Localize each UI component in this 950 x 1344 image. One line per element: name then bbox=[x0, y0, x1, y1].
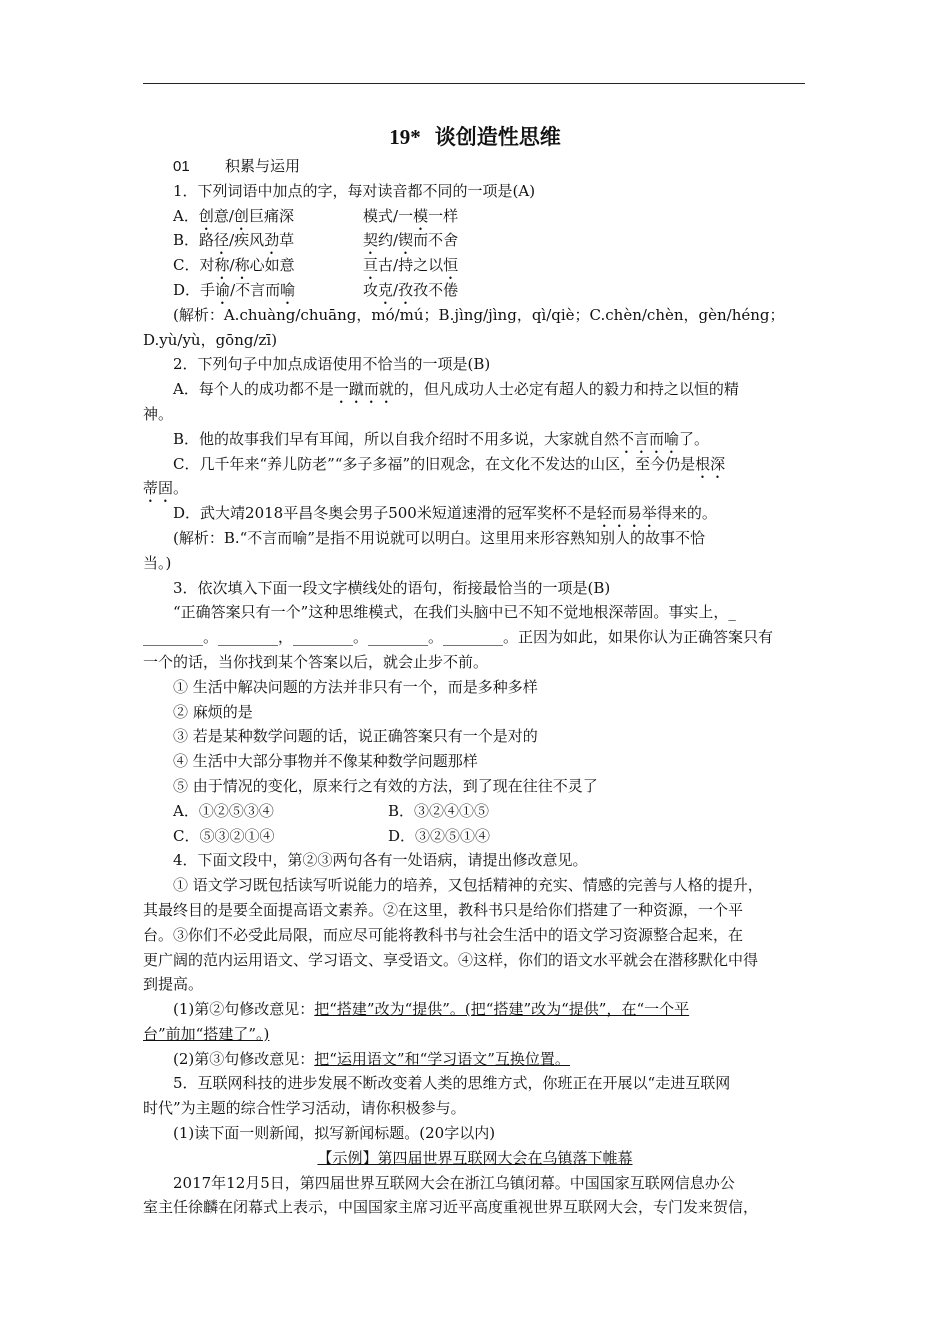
q3-item-4: ④ 生活中大部分事物并不像某种数学问题那样 bbox=[173, 752, 478, 771]
q5-stem-line1: 5．互联网科技的进步发展不断改变着人类的思维方式，你班正在开展以“走进互联网 bbox=[173, 1074, 731, 1093]
q3-options-row2 bbox=[143, 824, 807, 849]
q3-passage-line3: 一个的话，当你找到某个答案以后，就会止步不前。 bbox=[143, 652, 489, 671]
q3-option-a: A．①②⑤③④ bbox=[173, 801, 274, 820]
q1-options bbox=[143, 204, 807, 303]
q2-option-b: B．他的故事我们早有耳闻，所以自我介绍时不用多说，大家就自然不言而喻了。 bbox=[173, 429, 710, 448]
q1-option-c: C．对称/称心如意 亘古/持之以恒 bbox=[173, 256, 459, 275]
q2-option-c-cont: 蒂固。 bbox=[143, 479, 189, 498]
q3-option-d: D．③②⑤①④ bbox=[388, 826, 491, 845]
q3-option-c: C．⑤③②①④ bbox=[173, 826, 275, 845]
section-number: 01 bbox=[173, 158, 190, 175]
q1-option-a: A．创意/创巨痛深 模式/一模一样 bbox=[173, 206, 459, 225]
q3-passage-line1: “正确答案只有一个”这种思维模式，在我们头脑中已不知不觉地根深蒂固。事实上，_ bbox=[173, 603, 736, 622]
q2-option-d: D．武大靖2018平昌冬奥会男子500米短道速滑的冠军奖杯不是轻而易举得来的。 bbox=[173, 504, 717, 523]
q4-passage-line2: 其最终目的是要全面提高语文素养。②在这里，教科书只是给你们搭建了一种资源，一个平 bbox=[143, 900, 744, 919]
q5-stem-line2: 时代”为主题的综合性学习活动，请你积极参与。 bbox=[143, 1099, 466, 1118]
q3-item-5: ⑤ 由于情况的变化，原来行之有效的方法，到了现在往往不灵了 bbox=[173, 776, 598, 795]
q4-passage-line1: ① 语文学习既包括读写听说能力的培养，又包括精神的充实、情感的完善与人格的提升， bbox=[173, 876, 763, 895]
worksheet-page bbox=[143, 120, 807, 1220]
q4-answer-1-cont: 台”前加“搭建了”。) bbox=[143, 1024, 270, 1043]
lesson-title: 谈创造性思维 bbox=[434, 124, 561, 149]
q3-passage-line2: ________。________，________。________。________。正因为如此，如果你认为正确答案只有 bbox=[143, 628, 774, 647]
top-rule bbox=[143, 83, 805, 84]
q3-item-3: ③ 若是某种数学问题的话，说正确答案只有一个是对的 bbox=[173, 727, 538, 746]
q3-option-b: B．③②④①⑤ bbox=[388, 801, 490, 820]
lesson-number: 19* bbox=[389, 125, 421, 149]
q4-passage-line3: 台。③你们不必受此局限，而应尽可能将教科书与社会生活中的语文学习资源整合起来，在 bbox=[143, 925, 744, 944]
section-heading bbox=[143, 154, 807, 179]
q5-news-line2: 室主任徐麟在闭幕式上表示，中国国家主席习近平高度重视世界互联网大会，专门发来贺信， bbox=[143, 1198, 759, 1217]
q4-answer-1: (1)第②句修改意见：把“搭建”改为“提供”。(把“搭建”改为“提供”，在“一个平 bbox=[173, 1000, 690, 1019]
q5-subquestion-1: (1)读下面一则新闻，拟写新闻标题。(20字以内) bbox=[173, 1124, 496, 1143]
q1-stem: 1．下列词语中加点的字，每对读音都不同的一项是(A) bbox=[173, 181, 536, 200]
q2-option-a-cont: 神。 bbox=[143, 404, 174, 423]
q4-stem: 4．下面文段中，第②③两句各有一处语病，请提出修改意见。 bbox=[173, 851, 588, 870]
q2-option-c: C．几千年来“养儿防老”“多子多福”的旧观念，在文化不发达的山区，至今仍是根深 bbox=[173, 454, 726, 473]
q2-option-a: A．每个人的成功都不是一蹴而就的，但凡成功人士必定有超人的毅力和持之以恒的精 bbox=[173, 380, 739, 399]
q3-options-row1 bbox=[143, 799, 807, 824]
q2-analysis-line1: (解析：B.“不言而喻”是指不用说就可以明白。这里用来形容熟知别人的故事不恰 bbox=[173, 528, 705, 547]
q2-analysis-line2: 当。) bbox=[143, 553, 172, 572]
section-label: 积累与运用 bbox=[225, 157, 301, 175]
q1-option-b: B．路径/疾风劲草 契约/锲而不舍 bbox=[173, 231, 459, 250]
q1-analysis-line2: D.yù/yù，gōng/zī) bbox=[143, 330, 278, 349]
q5-news-line1: 2017年12月5日，第四届世界互联网大会在浙江乌镇闭幕。中国国家互联网信息办公 bbox=[173, 1173, 735, 1192]
q1-option-d: D．手谕/不言而喻 攻克/孜孜不倦 bbox=[173, 280, 459, 299]
q3-stem: 3．依次填入下面一段文字横线处的语句，衔接最恰当的一项是(B) bbox=[173, 578, 611, 597]
q2-stem: 2．下列句子中加点成语使用不恰当的一项是(B) bbox=[173, 355, 491, 374]
q3-item-2: ② 麻烦的是 bbox=[173, 702, 253, 721]
q3-item-1: ① 生活中解决问题的方法并非只有一个，而是多种多样 bbox=[173, 677, 538, 696]
q4-passage-line5: 到提高。 bbox=[143, 975, 204, 994]
q4-passage-line4: 更广阔的范内运用语文、学习语文、享受语文。④这样，你们的语文水平就会在潜移默化中得 bbox=[143, 950, 759, 969]
q5-example-headline: 【示例】第四届世界互联网大会在乌镇落下帷幕 bbox=[317, 1148, 633, 1167]
page-title bbox=[143, 120, 807, 154]
q1-analysis-line1: (解析：A.chuàng/chuāng，mó/mú；B.jìng/jìng，qì/qiè；C.chèn/chèn，gèn/héng； bbox=[173, 305, 785, 324]
q4-answer-2: (2)第③句修改意见：把“运用语文”和“学习语文”互换位置。 bbox=[173, 1049, 570, 1068]
